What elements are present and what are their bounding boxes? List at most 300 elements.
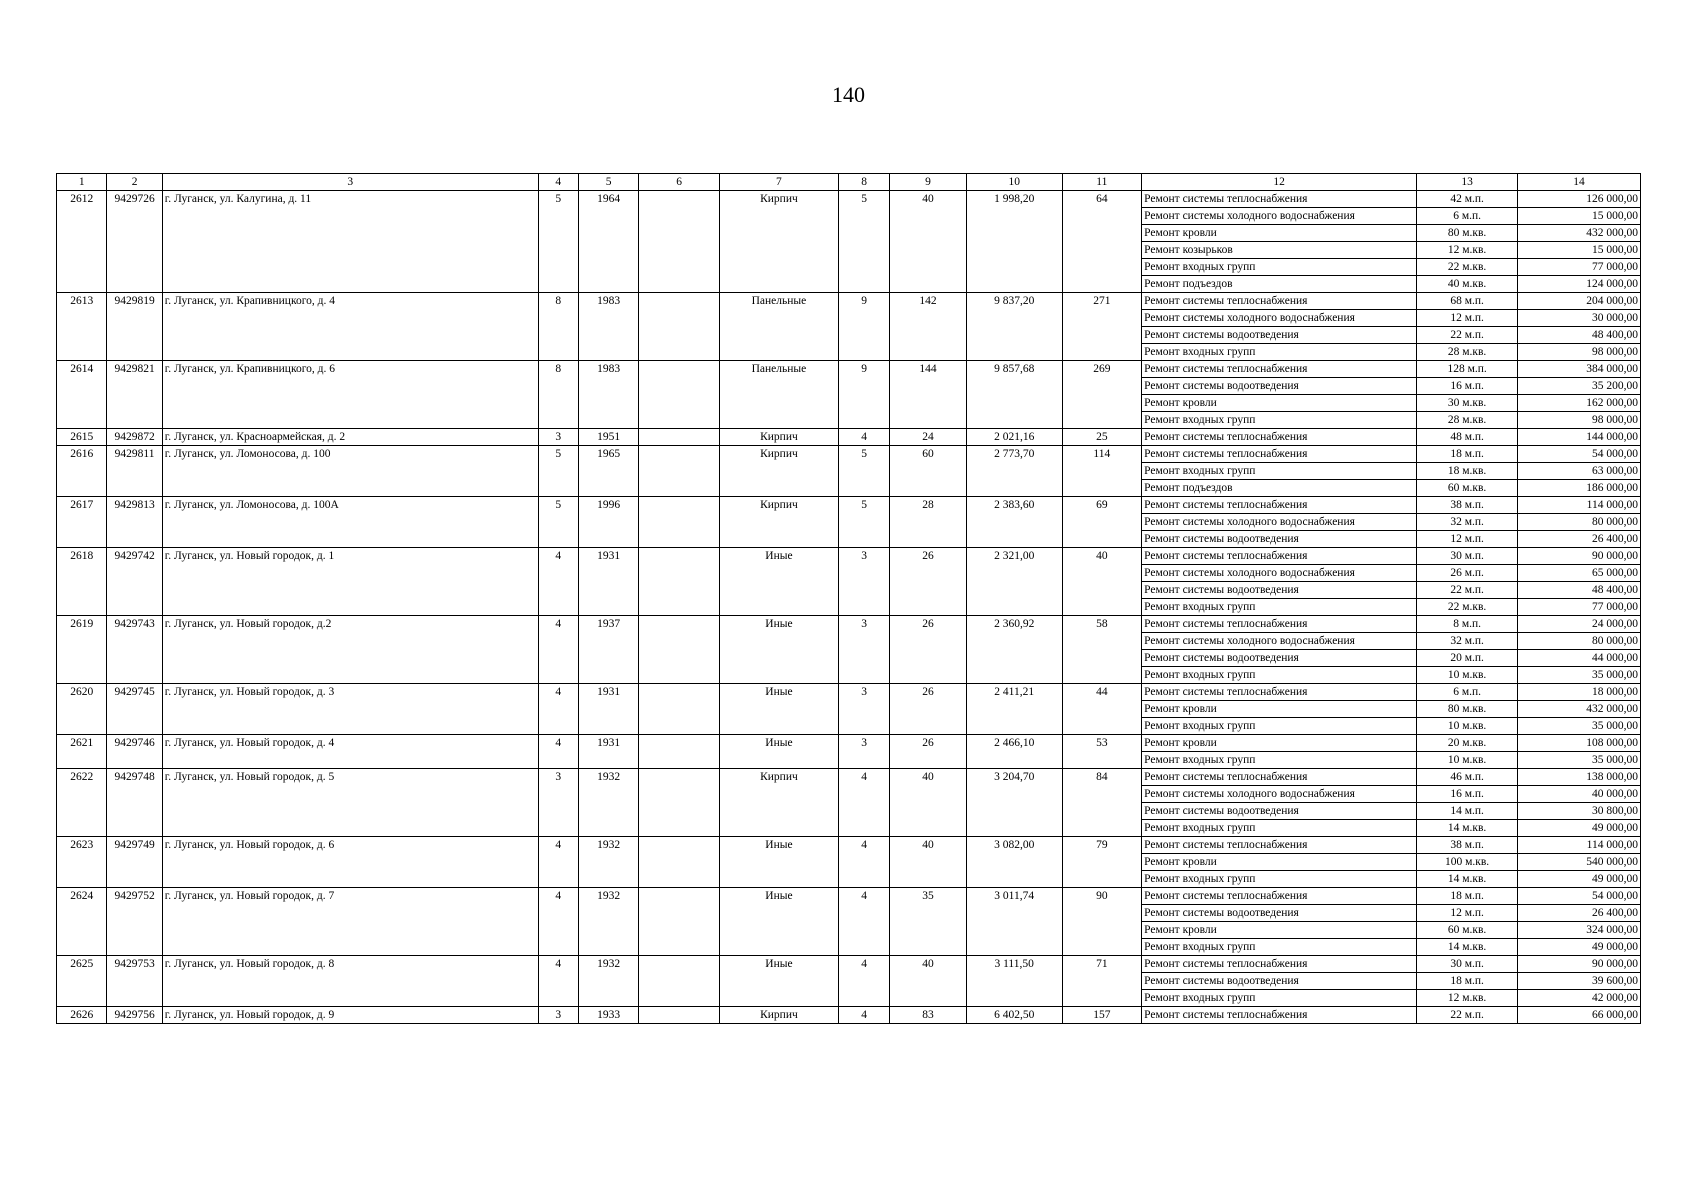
column-4-value: 5 xyxy=(538,497,578,548)
work-cost: 98 000,00 xyxy=(1517,344,1640,361)
building-number: 2617 xyxy=(57,497,107,548)
work-cost: 49 000,00 xyxy=(1517,820,1640,837)
total-area: 1 998,20 xyxy=(966,191,1062,293)
floors-count: 3 xyxy=(838,548,889,616)
work-name: Ремонт системы теплоснабжения xyxy=(1142,616,1417,633)
work-cost: 162 000,00 xyxy=(1517,395,1640,412)
building-number: 2625 xyxy=(57,956,107,1007)
work-cost: 15 000,00 xyxy=(1517,208,1640,225)
work-volume: 16 м.п. xyxy=(1417,786,1518,803)
building-code: 9429745 xyxy=(107,684,162,735)
work-volume: 46 м.п. xyxy=(1417,769,1518,786)
address: г. Луганск, ул. Новый городок, д. 3 xyxy=(162,684,538,735)
total-area: 2 411,21 xyxy=(966,684,1062,735)
apartments-count: 144 xyxy=(890,361,967,429)
work-volume: 12 м.п. xyxy=(1417,905,1518,922)
work-cost: 18 000,00 xyxy=(1517,684,1640,701)
wall-material: Иные xyxy=(719,888,838,956)
work-cost: 124 000,00 xyxy=(1517,276,1640,293)
work-name: Ремонт входных групп xyxy=(1142,667,1417,684)
column-4-value: 4 xyxy=(538,888,578,956)
building-row xyxy=(57,735,1641,752)
building-code: 9429872 xyxy=(107,429,162,446)
building-row xyxy=(57,446,1641,463)
apartments-count: 26 xyxy=(890,684,967,735)
work-name: Ремонт системы теплоснабжения xyxy=(1142,497,1417,514)
address: г. Луганск, ул. Калугина, д. 11 xyxy=(162,191,538,293)
building-code: 9429726 xyxy=(107,191,162,293)
year-built: 1964 xyxy=(578,191,638,293)
work-name: Ремонт входных групп xyxy=(1142,752,1417,769)
work-cost: 77 000,00 xyxy=(1517,259,1640,276)
column-4-value: 8 xyxy=(538,293,578,361)
floors-count: 9 xyxy=(838,293,889,361)
work-cost: 66 000,00 xyxy=(1517,1007,1640,1024)
building-number: 2623 xyxy=(57,837,107,888)
building-row xyxy=(57,956,1641,973)
work-cost: 26 400,00 xyxy=(1517,531,1640,548)
work-cost: 540 000,00 xyxy=(1517,854,1640,871)
building-number: 2622 xyxy=(57,769,107,837)
work-cost: 26 400,00 xyxy=(1517,905,1640,922)
work-name: Ремонт системы теплоснабжения xyxy=(1142,769,1417,786)
work-volume: 68 м.п. xyxy=(1417,293,1518,310)
work-name: Ремонт входных групп xyxy=(1142,820,1417,837)
wall-material: Кирпич xyxy=(719,191,838,293)
work-name: Ремонт кровли xyxy=(1142,854,1417,871)
work-name: Ремонт системы водоотведения xyxy=(1142,650,1417,667)
building-row xyxy=(57,191,1641,208)
year-built: 1933 xyxy=(578,1007,638,1024)
work-cost: 44 000,00 xyxy=(1517,650,1640,667)
wall-material: Кирпич xyxy=(719,1007,838,1024)
apartments-count: 142 xyxy=(890,293,967,361)
apartments-count: 40 xyxy=(890,769,967,837)
work-cost: 204 000,00 xyxy=(1517,293,1640,310)
floors-count: 3 xyxy=(838,735,889,769)
apartments-count: 40 xyxy=(890,956,967,1007)
work-volume: 18 м.п. xyxy=(1417,973,1518,990)
column-4-value: 3 xyxy=(538,429,578,446)
apartments-count: 26 xyxy=(890,735,967,769)
work-cost: 324 000,00 xyxy=(1517,922,1640,939)
column-4-value: 4 xyxy=(538,616,578,684)
total-area: 2 383,60 xyxy=(966,497,1062,548)
column-6-value xyxy=(639,429,720,446)
residents-count: 71 xyxy=(1062,956,1142,1007)
work-name: Ремонт кровли xyxy=(1142,225,1417,242)
building-code: 9429742 xyxy=(107,548,162,616)
floors-count: 3 xyxy=(838,684,889,735)
work-volume: 10 м.кв. xyxy=(1417,667,1518,684)
work-cost: 35 000,00 xyxy=(1517,718,1640,735)
building-number: 2615 xyxy=(57,429,107,446)
work-volume: 22 м.п. xyxy=(1417,1007,1518,1024)
address: г. Луганск, ул. Новый городок, д.2 xyxy=(162,616,538,684)
work-name: Ремонт кровли xyxy=(1142,395,1417,412)
work-cost: 138 000,00 xyxy=(1517,769,1640,786)
work-volume: 80 м.кв. xyxy=(1417,225,1518,242)
column-4-value: 4 xyxy=(538,684,578,735)
column-4-value: 4 xyxy=(538,735,578,769)
floors-count: 4 xyxy=(838,429,889,446)
year-built: 1931 xyxy=(578,684,638,735)
work-volume: 14 м.п. xyxy=(1417,803,1518,820)
total-area: 9 837,20 xyxy=(966,293,1062,361)
column-number-header xyxy=(57,174,1641,191)
address: г. Луганск, ул. Новый городок, д. 5 xyxy=(162,769,538,837)
work-name: Ремонт системы теплоснабжения xyxy=(1142,1007,1417,1024)
work-name: Ремонт входных групп xyxy=(1142,939,1417,956)
work-cost: 384 000,00 xyxy=(1517,361,1640,378)
apartments-count: 24 xyxy=(890,429,967,446)
apartments-count: 83 xyxy=(890,1007,967,1024)
wall-material: Иные xyxy=(719,616,838,684)
year-built: 1932 xyxy=(578,956,638,1007)
building-number: 2618 xyxy=(57,548,107,616)
building-number: 2626 xyxy=(57,1007,107,1024)
total-area: 2 360,92 xyxy=(966,616,1062,684)
building-row xyxy=(57,548,1641,565)
work-volume: 30 м.кв. xyxy=(1417,395,1518,412)
work-name: Ремонт кровли xyxy=(1142,922,1417,939)
floors-count: 4 xyxy=(838,956,889,1007)
work-name: Ремонт системы водоотведения xyxy=(1142,327,1417,344)
work-cost: 114 000,00 xyxy=(1517,497,1640,514)
total-area: 3 011,74 xyxy=(966,888,1062,956)
work-volume: 60 м.кв. xyxy=(1417,480,1518,497)
building-code: 9429756 xyxy=(107,1007,162,1024)
year-built: 1937 xyxy=(578,616,638,684)
apartments-count: 60 xyxy=(890,446,967,497)
residents-count: 271 xyxy=(1062,293,1142,361)
residents-count: 69 xyxy=(1062,497,1142,548)
work-name: Ремонт подъездов xyxy=(1142,480,1417,497)
work-volume: 40 м.кв. xyxy=(1417,276,1518,293)
work-cost: 54 000,00 xyxy=(1517,446,1640,463)
work-volume: 10 м.кв. xyxy=(1417,752,1518,769)
work-volume: 10 м.кв. xyxy=(1417,718,1518,735)
total-area: 2 021,16 xyxy=(966,429,1062,446)
work-cost: 114 000,00 xyxy=(1517,837,1640,854)
address: г. Луганск, ул. Крапивницкого, д. 4 xyxy=(162,293,538,361)
work-volume: 22 м.кв. xyxy=(1417,259,1518,276)
wall-material: Панельные xyxy=(719,361,838,429)
total-area: 2 466,10 xyxy=(966,735,1062,769)
column-header: 10 xyxy=(966,174,1062,191)
work-cost: 24 000,00 xyxy=(1517,616,1640,633)
column-6-value xyxy=(639,616,720,684)
work-name: Ремонт системы теплоснабжения xyxy=(1142,888,1417,905)
work-name: Ремонт системы теплоснабжения xyxy=(1142,429,1417,446)
building-row xyxy=(57,1007,1641,1024)
work-volume: 26 м.п. xyxy=(1417,565,1518,582)
work-name: Ремонт кровли xyxy=(1142,701,1417,718)
year-built: 1983 xyxy=(578,293,638,361)
work-cost: 65 000,00 xyxy=(1517,565,1640,582)
column-4-value: 8 xyxy=(538,361,578,429)
apartments-count: 35 xyxy=(890,888,967,956)
work-volume: 32 м.п. xyxy=(1417,633,1518,650)
work-volume: 6 м.п. xyxy=(1417,208,1518,225)
building-row xyxy=(57,769,1641,786)
work-name: Ремонт системы холодного водоснабжения xyxy=(1142,565,1417,582)
column-6-value xyxy=(639,497,720,548)
work-name: Ремонт системы теплоснабжения xyxy=(1142,956,1417,973)
building-number: 2624 xyxy=(57,888,107,956)
work-name: Ремонт системы водоотведения xyxy=(1142,531,1417,548)
building-number: 2613 xyxy=(57,293,107,361)
column-header: 6 xyxy=(639,174,720,191)
column-4-value: 3 xyxy=(538,769,578,837)
residents-count: 44 xyxy=(1062,684,1142,735)
work-name: Ремонт системы холодного водоснабжения xyxy=(1142,786,1417,803)
column-6-value xyxy=(639,956,720,1007)
work-name: Ремонт кровли xyxy=(1142,735,1417,752)
residents-count: 40 xyxy=(1062,548,1142,616)
work-volume: 48 м.п. xyxy=(1417,429,1518,446)
work-cost: 39 600,00 xyxy=(1517,973,1640,990)
column-header: 12 xyxy=(1142,174,1417,191)
work-name: Ремонт входных групп xyxy=(1142,871,1417,888)
column-4-value: 4 xyxy=(538,956,578,1007)
column-header: 3 xyxy=(162,174,538,191)
work-volume: 28 м.кв. xyxy=(1417,412,1518,429)
work-name: Ремонт системы теплоснабжения xyxy=(1142,191,1417,208)
year-built: 1965 xyxy=(578,446,638,497)
column-6-value xyxy=(639,361,720,429)
building-row xyxy=(57,429,1641,446)
column-6-value xyxy=(639,837,720,888)
work-name: Ремонт системы водоотведения xyxy=(1142,905,1417,922)
work-volume: 12 м.п. xyxy=(1417,531,1518,548)
building-number: 2620 xyxy=(57,684,107,735)
work-cost: 15 000,00 xyxy=(1517,242,1640,259)
work-cost: 108 000,00 xyxy=(1517,735,1640,752)
work-name: Ремонт системы холодного водоснабжения xyxy=(1142,514,1417,531)
work-cost: 30 000,00 xyxy=(1517,310,1640,327)
work-cost: 186 000,00 xyxy=(1517,480,1640,497)
work-cost: 35 200,00 xyxy=(1517,378,1640,395)
work-name: Ремонт входных групп xyxy=(1142,344,1417,361)
building-code: 9429746 xyxy=(107,735,162,769)
wall-material: Кирпич xyxy=(719,497,838,548)
page-number: 140 xyxy=(832,82,865,107)
wall-material: Иные xyxy=(719,735,838,769)
work-volume: 18 м.п. xyxy=(1417,888,1518,905)
building-number: 2614 xyxy=(57,361,107,429)
total-area: 2 321,00 xyxy=(966,548,1062,616)
registry-body xyxy=(57,191,1641,1024)
building-row xyxy=(57,497,1641,514)
work-volume: 12 м.п. xyxy=(1417,310,1518,327)
building-number: 2621 xyxy=(57,735,107,769)
apartments-count: 28 xyxy=(890,497,967,548)
work-cost: 40 000,00 xyxy=(1517,786,1640,803)
work-volume: 22 м.п. xyxy=(1417,327,1518,344)
total-area: 2 773,70 xyxy=(966,446,1062,497)
work-cost: 77 000,00 xyxy=(1517,599,1640,616)
column-header: 14 xyxy=(1517,174,1640,191)
column-4-value: 5 xyxy=(538,191,578,293)
column-header: 11 xyxy=(1062,174,1142,191)
work-name: Ремонт системы холодного водоснабжения xyxy=(1142,633,1417,650)
work-cost: 42 000,00 xyxy=(1517,990,1640,1007)
work-cost: 48 400,00 xyxy=(1517,327,1640,344)
building-row xyxy=(57,361,1641,378)
work-cost: 80 000,00 xyxy=(1517,633,1640,650)
residents-count: 269 xyxy=(1062,361,1142,429)
column-6-value xyxy=(639,548,720,616)
work-name: Ремонт козырьков xyxy=(1142,242,1417,259)
residents-count: 53 xyxy=(1062,735,1142,769)
work-volume: 20 м.п. xyxy=(1417,650,1518,667)
column-header: 13 xyxy=(1417,174,1518,191)
column-6-value xyxy=(639,769,720,837)
address: г. Луганск, ул. Красноармейская, д. 2 xyxy=(162,429,538,446)
work-volume: 42 м.п. xyxy=(1417,191,1518,208)
work-name: Ремонт системы водоотведения xyxy=(1142,803,1417,820)
residents-count: 58 xyxy=(1062,616,1142,684)
work-volume: 128 м.п. xyxy=(1417,361,1518,378)
work-volume: 38 м.п. xyxy=(1417,497,1518,514)
work-volume: 28 м.кв. xyxy=(1417,344,1518,361)
work-name: Ремонт системы теплоснабжения xyxy=(1142,548,1417,565)
work-cost: 144 000,00 xyxy=(1517,429,1640,446)
building-code: 9429753 xyxy=(107,956,162,1007)
floors-count: 5 xyxy=(838,497,889,548)
residents-count: 64 xyxy=(1062,191,1142,293)
work-cost: 432 000,00 xyxy=(1517,701,1640,718)
building-number: 2616 xyxy=(57,446,107,497)
work-volume: 12 м.кв. xyxy=(1417,242,1518,259)
work-cost: 63 000,00 xyxy=(1517,463,1640,480)
work-cost: 80 000,00 xyxy=(1517,514,1640,531)
column-header: 4 xyxy=(538,174,578,191)
building-code: 9429749 xyxy=(107,837,162,888)
work-volume: 100 м.кв. xyxy=(1417,854,1518,871)
building-code: 9429811 xyxy=(107,446,162,497)
column-6-value xyxy=(639,1007,720,1024)
work-volume: 14 м.кв. xyxy=(1417,871,1518,888)
address: г. Луганск, ул. Новый городок, д. 7 xyxy=(162,888,538,956)
work-name: Ремонт входных групп xyxy=(1142,599,1417,616)
wall-material: Панельные xyxy=(719,293,838,361)
apartments-count: 40 xyxy=(890,191,967,293)
building-code: 9429743 xyxy=(107,616,162,684)
wall-material: Иные xyxy=(719,684,838,735)
address: г. Луганск, ул. Ломоносова, д. 100 xyxy=(162,446,538,497)
work-volume: 14 м.кв. xyxy=(1417,820,1518,837)
work-volume: 6 м.п. xyxy=(1417,684,1518,701)
wall-material: Иные xyxy=(719,956,838,1007)
column-4-value: 4 xyxy=(538,837,578,888)
work-volume: 18 м.п. xyxy=(1417,446,1518,463)
column-4-value: 4 xyxy=(538,548,578,616)
work-volume: 14 м.кв. xyxy=(1417,939,1518,956)
apartments-count: 26 xyxy=(890,616,967,684)
column-header: 1 xyxy=(57,174,107,191)
year-built: 1931 xyxy=(578,548,638,616)
address: г. Луганск, ул. Новый городок, д. 8 xyxy=(162,956,538,1007)
floors-count: 4 xyxy=(838,837,889,888)
work-cost: 30 800,00 xyxy=(1517,803,1640,820)
work-volume: 20 м.кв. xyxy=(1417,735,1518,752)
total-area: 3 111,50 xyxy=(966,956,1062,1007)
work-cost: 90 000,00 xyxy=(1517,548,1640,565)
residents-count: 157 xyxy=(1062,1007,1142,1024)
column-6-value xyxy=(639,684,720,735)
total-area: 3 082,00 xyxy=(966,837,1062,888)
floors-count: 4 xyxy=(838,1007,889,1024)
year-built: 1983 xyxy=(578,361,638,429)
floors-count: 3 xyxy=(838,616,889,684)
floors-count: 9 xyxy=(838,361,889,429)
work-name: Ремонт системы теплоснабжения xyxy=(1142,361,1417,378)
column-header: 9 xyxy=(890,174,967,191)
building-row xyxy=(57,293,1641,310)
address: г. Луганск, ул. Крапивницкого, д. 6 xyxy=(162,361,538,429)
column-4-value: 3 xyxy=(538,1007,578,1024)
work-name: Ремонт системы теплоснабжения xyxy=(1142,684,1417,701)
residents-count: 79 xyxy=(1062,837,1142,888)
work-name: Ремонт системы водоотведения xyxy=(1142,973,1417,990)
year-built: 1932 xyxy=(578,837,638,888)
work-cost: 49 000,00 xyxy=(1517,939,1640,956)
floors-count: 4 xyxy=(838,769,889,837)
building-number: 2612 xyxy=(57,191,107,293)
work-volume: 16 м.п. xyxy=(1417,378,1518,395)
work-volume: 8 м.п. xyxy=(1417,616,1518,633)
year-built: 1996 xyxy=(578,497,638,548)
column-6-value xyxy=(639,735,720,769)
address: г. Луганск, ул. Новый городок, д. 9 xyxy=(162,1007,538,1024)
work-cost: 35 000,00 xyxy=(1517,752,1640,769)
year-built: 1932 xyxy=(578,888,638,956)
total-area: 3 204,70 xyxy=(966,769,1062,837)
column-header: 2 xyxy=(107,174,162,191)
building-code: 9429748 xyxy=(107,769,162,837)
work-volume: 22 м.кв. xyxy=(1417,599,1518,616)
column-6-value xyxy=(639,191,720,293)
apartments-count: 40 xyxy=(890,837,967,888)
total-area: 6 402,50 xyxy=(966,1007,1062,1024)
building-row xyxy=(57,616,1641,633)
year-built: 1931 xyxy=(578,735,638,769)
address: г. Луганск, ул. Новый городок, д. 6 xyxy=(162,837,538,888)
wall-material: Кирпич xyxy=(719,769,838,837)
wall-material: Кирпич xyxy=(719,429,838,446)
work-volume: 80 м.кв. xyxy=(1417,701,1518,718)
work-name: Ремонт системы теплоснабжения xyxy=(1142,837,1417,854)
work-volume: 12 м.кв. xyxy=(1417,990,1518,1007)
total-area: 9 857,68 xyxy=(966,361,1062,429)
residents-count: 114 xyxy=(1062,446,1142,497)
year-built: 1932 xyxy=(578,769,638,837)
work-cost: 126 000,00 xyxy=(1517,191,1640,208)
floors-count: 5 xyxy=(838,191,889,293)
column-6-value xyxy=(639,888,720,956)
residents-count: 84 xyxy=(1062,769,1142,837)
floors-count: 5 xyxy=(838,446,889,497)
work-name: Ремонт системы теплоснабжения xyxy=(1142,293,1417,310)
wall-material: Иные xyxy=(719,548,838,616)
address: г. Луганск, ул. Новый городок, д. 1 xyxy=(162,548,538,616)
column-6-value xyxy=(639,446,720,497)
work-cost: 48 400,00 xyxy=(1517,582,1640,599)
work-name: Ремонт входных групп xyxy=(1142,463,1417,480)
registry-table xyxy=(56,173,1641,1024)
